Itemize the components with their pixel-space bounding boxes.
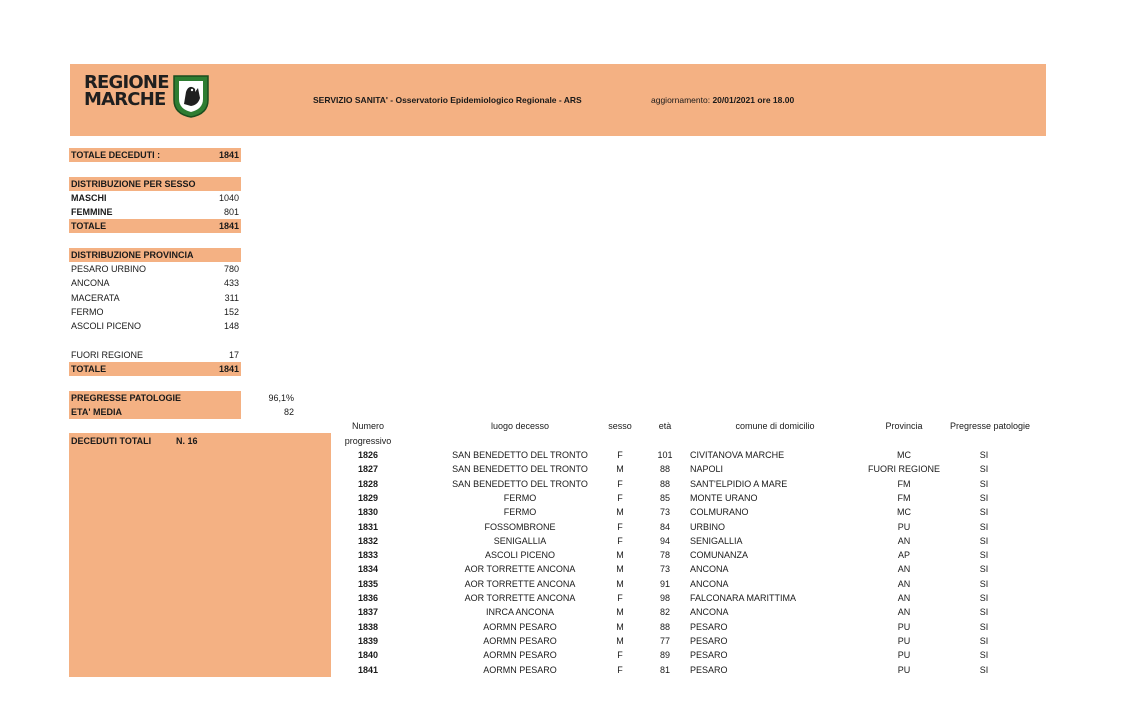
cell-numero: 1833 bbox=[357, 550, 379, 561]
cell-provincia: PU bbox=[897, 664, 911, 675]
cell-comune: PESARO bbox=[690, 621, 728, 632]
cell-eta: 73 bbox=[659, 507, 670, 518]
cell-provincia: AN bbox=[897, 607, 911, 618]
cell-comune: PESARO bbox=[690, 650, 728, 661]
cell-luogo: FERMO bbox=[503, 507, 537, 518]
shield-icon bbox=[172, 74, 210, 118]
cell-comune: SANT'ELPIDIO A MARE bbox=[690, 478, 788, 489]
col-header-comune: comune di domicilio bbox=[735, 421, 815, 431]
maschi-label: MASCHI bbox=[71, 193, 107, 203]
provincia-value: 148 bbox=[223, 321, 239, 331]
cell-patologie: SI bbox=[979, 664, 989, 675]
cell-sesso: F bbox=[617, 450, 623, 460]
cell-patologie: SI bbox=[979, 564, 989, 575]
cell-luogo: AOR TORRETTE ANCONA bbox=[464, 564, 576, 575]
col-header-luogo: luogo decesso bbox=[490, 421, 550, 431]
totale-deceduti-value: 1841 bbox=[218, 150, 239, 160]
provincia-label: FERMO bbox=[71, 307, 104, 317]
patologie-label: PREGRESSE PATOLOGIE bbox=[71, 393, 182, 403]
cell-luogo: AORMN PESARO bbox=[483, 664, 557, 675]
cell-provincia: MC bbox=[897, 450, 911, 460]
cell-patologie: SI bbox=[979, 507, 989, 518]
col-header-eta: età bbox=[658, 421, 672, 431]
cell-numero: 1831 bbox=[357, 521, 379, 532]
cell-luogo: SAN BENEDETTO DEL TRONTO bbox=[452, 464, 588, 475]
cell-numero: 1829 bbox=[357, 492, 379, 503]
fuori-regione-label: FUORI REGIONE bbox=[71, 350, 144, 360]
cell-sesso: F bbox=[617, 535, 623, 546]
cell-sesso: M bbox=[616, 564, 624, 575]
provincia-label: ASCOLI PICENO bbox=[71, 321, 142, 331]
cell-provincia: FM bbox=[897, 478, 911, 489]
maschi-value: 1040 bbox=[218, 193, 239, 203]
cell-numero: 1835 bbox=[357, 578, 379, 589]
cell-provincia: PU bbox=[897, 650, 911, 661]
cell-luogo: SAN BENEDETTO DEL TRONTO bbox=[452, 478, 588, 489]
provincia-heading: DISTRIBUZIONE PROVINCIA bbox=[71, 250, 194, 260]
cell-luogo: AOR TORRETTE ANCONA bbox=[464, 593, 576, 603]
cell-eta: 85 bbox=[659, 492, 670, 503]
col-header-sesso: sesso bbox=[608, 421, 632, 431]
provincia-value: 311 bbox=[224, 293, 239, 303]
cell-eta: 98 bbox=[659, 593, 670, 603]
cell-provincia: AN bbox=[897, 593, 911, 603]
cell-patologie: SI bbox=[979, 492, 989, 503]
cell-patologie: SI bbox=[979, 621, 989, 632]
deceduti-totali-block bbox=[69, 433, 331, 677]
cell-numero: 1830 bbox=[357, 507, 379, 518]
deceduti-totali-count: N. 16 bbox=[176, 436, 198, 446]
eta-media-value: 82 bbox=[283, 407, 294, 417]
cell-luogo: ASCOLI PICENO bbox=[484, 550, 556, 561]
cell-patologie: SI bbox=[979, 535, 989, 546]
cell-eta: 94 bbox=[659, 535, 670, 546]
cell-sesso: F bbox=[617, 664, 623, 675]
cell-comune: PESARO bbox=[690, 664, 728, 675]
cell-numero: 1839 bbox=[357, 635, 379, 646]
provincia-totale-value: 1841 bbox=[218, 364, 239, 374]
cell-patologie: SI bbox=[979, 464, 989, 475]
provincia-label: PESARO URBINO bbox=[71, 264, 147, 274]
cell-patologie: SI bbox=[979, 650, 989, 661]
col-header-patologie: Pregresse patologie bbox=[949, 421, 1031, 431]
cell-eta: 91 bbox=[659, 578, 670, 589]
femmine-label: FEMMINE bbox=[71, 207, 113, 217]
cell-sesso: M bbox=[616, 578, 624, 589]
cell-comune: URBINO bbox=[690, 521, 726, 532]
cell-comune: ANCONA bbox=[690, 578, 729, 589]
cell-provincia: MC bbox=[897, 507, 911, 518]
eta-media-label: ETA' MEDIA bbox=[71, 407, 122, 417]
cell-numero: 1832 bbox=[357, 535, 379, 546]
cell-numero: 1828 bbox=[357, 478, 379, 489]
logo-text: REGIONE MARCHE bbox=[84, 72, 169, 110]
cell-provincia: AN bbox=[897, 564, 911, 575]
cell-sesso: M bbox=[616, 607, 624, 618]
cell-sesso: M bbox=[616, 550, 624, 561]
fuori-regione-value: 17 bbox=[228, 350, 239, 360]
cell-comune: MONTE URANO bbox=[690, 492, 758, 503]
provincia-value: 433 bbox=[223, 278, 239, 288]
cell-sesso: M bbox=[616, 621, 624, 632]
cell-eta: 84 bbox=[659, 521, 670, 532]
cell-numero: 1840 bbox=[357, 650, 379, 661]
cell-provincia: PU bbox=[897, 635, 911, 646]
cell-provincia: AP bbox=[897, 550, 910, 561]
cell-eta: 81 bbox=[659, 664, 670, 675]
update-timestamp: aggiornamento: 20/01/2021 ore 18.00 bbox=[651, 95, 795, 105]
cell-patologie: SI bbox=[979, 478, 989, 489]
cell-numero: 1827 bbox=[357, 464, 379, 475]
cell-luogo: AORMN PESARO bbox=[483, 650, 557, 661]
cell-eta: 88 bbox=[659, 478, 670, 489]
sesso-totale-value: 1841 bbox=[218, 221, 239, 231]
cell-sesso: F bbox=[617, 593, 623, 603]
col-header-progressivo: progressivo bbox=[344, 436, 392, 446]
cell-provincia: AN bbox=[897, 535, 911, 546]
cell-eta: 82 bbox=[659, 607, 670, 618]
cell-numero: 1841 bbox=[357, 664, 379, 675]
col-header-provincia: Provincia bbox=[885, 421, 923, 431]
cell-sesso: F bbox=[617, 521, 623, 532]
cell-luogo: FOSSOMBRONE bbox=[484, 521, 556, 532]
cell-comune: ANCONA bbox=[690, 564, 729, 575]
cell-luogo: FERMO bbox=[503, 492, 537, 503]
cell-luogo: INRCA ANCONA bbox=[485, 607, 554, 618]
cell-comune: NAPOLI bbox=[690, 464, 724, 475]
cell-luogo: AORMN PESARO bbox=[483, 621, 557, 632]
cell-comune: PESARO bbox=[690, 635, 728, 646]
col-header-numero: Numero bbox=[351, 421, 384, 431]
cell-comune: ANCONA bbox=[690, 607, 729, 618]
cell-patologie: SI bbox=[979, 521, 989, 532]
sesso-totale-label: TOTALE bbox=[71, 221, 107, 231]
cell-eta: 88 bbox=[659, 621, 670, 632]
cell-provincia: AN bbox=[897, 578, 911, 589]
cell-sesso: M bbox=[616, 507, 624, 518]
cell-provincia: FUORI REGIONE bbox=[867, 464, 940, 475]
provincia-label: MACERATA bbox=[71, 293, 120, 303]
cell-patologie: SI bbox=[979, 635, 989, 646]
cell-luogo: SAN BENEDETTO DEL TRONTO bbox=[452, 450, 588, 460]
cell-comune: SENIGALLIA bbox=[690, 535, 743, 546]
cell-luogo: SENIGALLIA bbox=[493, 535, 547, 546]
cell-sesso: F bbox=[617, 492, 623, 503]
femmine-value: 801 bbox=[223, 207, 239, 217]
cell-patologie: SI bbox=[979, 450, 989, 460]
cell-numero: 1838 bbox=[357, 621, 379, 632]
cell-luogo: AORMN PESARO bbox=[483, 635, 557, 646]
cell-eta: 88 bbox=[659, 464, 670, 475]
provincia-label: ANCONA bbox=[71, 278, 110, 288]
cell-comune: FALCONARA MARITTIMA bbox=[690, 593, 797, 603]
cell-sesso: F bbox=[617, 478, 623, 489]
provincia-value: 780 bbox=[223, 264, 239, 274]
cell-sesso: M bbox=[616, 635, 624, 646]
cell-numero: 1826 bbox=[357, 450, 379, 460]
cell-eta: 89 bbox=[659, 650, 670, 661]
cell-provincia: PU bbox=[897, 621, 911, 632]
cell-provincia: PU bbox=[897, 521, 911, 532]
cell-eta: 78 bbox=[659, 550, 670, 561]
provincia-totale-label: TOTALE bbox=[71, 364, 107, 374]
cell-patologie: SI bbox=[979, 550, 989, 561]
cell-comune: COMUNANZA bbox=[690, 550, 748, 561]
header-title: SERVIZIO SANITA' - Osservatorio Epidemiologico Regionale - ARS bbox=[313, 95, 582, 105]
cell-numero: 1837 bbox=[357, 607, 379, 618]
cell-sesso: F bbox=[617, 650, 623, 661]
cell-sesso: M bbox=[616, 464, 624, 475]
cell-provincia: FM bbox=[897, 492, 911, 503]
cell-luogo: AOR TORRETTE ANCONA bbox=[464, 578, 576, 589]
cell-patologie: SI bbox=[979, 578, 989, 589]
patologie-value: 96,1% bbox=[268, 393, 294, 403]
cell-eta: 77 bbox=[659, 635, 670, 646]
cell-comune: CIVITANOVA MARCHE bbox=[690, 450, 785, 460]
cell-numero: 1836 bbox=[357, 593, 379, 603]
deceduti-totali-label: DECEDUTI TOTALI bbox=[71, 436, 152, 446]
cell-patologie: SI bbox=[979, 607, 989, 618]
provincia-value: 152 bbox=[223, 307, 239, 317]
cell-eta: 73 bbox=[659, 564, 670, 575]
cell-comune: COLMURANO bbox=[690, 507, 749, 518]
cell-numero: 1834 bbox=[357, 564, 379, 575]
regione-marche-logo bbox=[84, 74, 214, 118]
cell-eta: 101 bbox=[657, 450, 673, 460]
sesso-heading: DISTRIBUZIONE PER SESSO bbox=[71, 179, 196, 189]
totale-deceduti-label: TOTALE DECEDUTI : bbox=[71, 150, 161, 160]
cell-patologie: SI bbox=[979, 593, 989, 603]
